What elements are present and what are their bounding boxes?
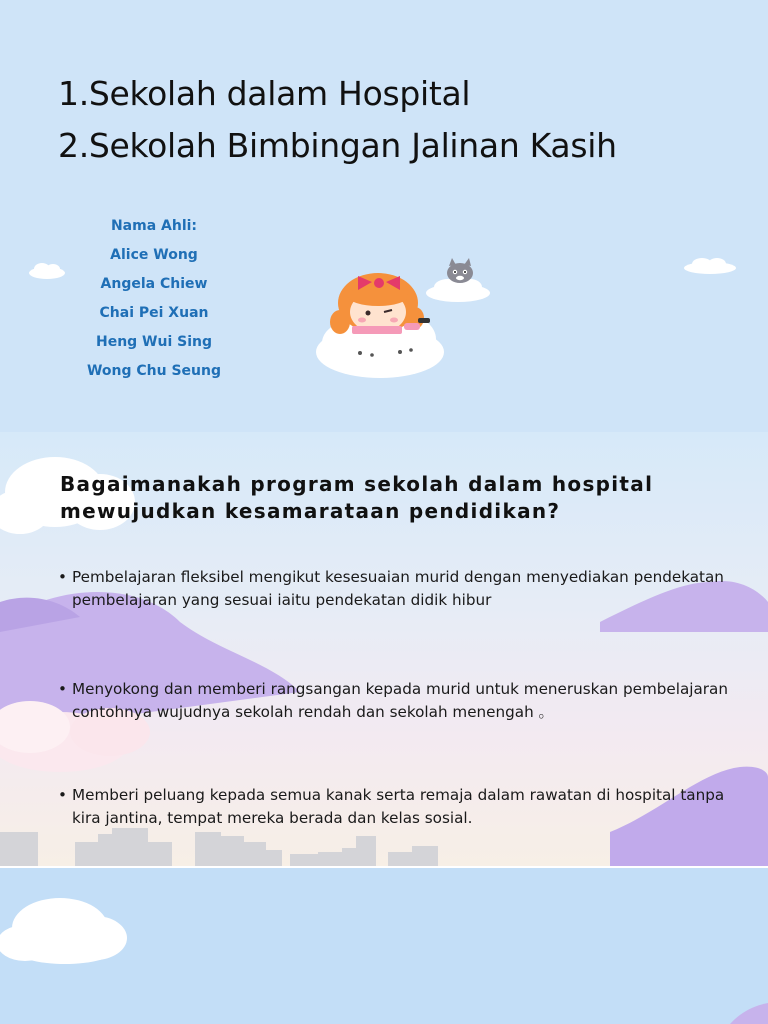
members-heading: Nama Ahli: (110, 218, 198, 234)
slide3-decoration (0, 868, 768, 1024)
bullet-item (58, 566, 738, 612)
member-name: Alice Wong (110, 247, 198, 263)
slide-question (0, 432, 768, 866)
bullet-dot: • (58, 680, 67, 698)
bullet-dot: • (58, 786, 67, 804)
bullet-text: Memberi peluang kepada semua kanak serta remaja dalam rawatan di hospital tanpa kira jantina, tempat mereka berada dan kelas sosial. (72, 786, 725, 827)
bullet-item (58, 678, 738, 724)
cloud-icon (0, 898, 127, 964)
member-name: Wong Chu Seung (86, 363, 222, 379)
city-skyline-icon (0, 828, 438, 866)
cloud-icon (684, 258, 736, 274)
cartoon-girl-on-cloud-icon (316, 273, 444, 378)
member-name: Heng Wui Sing (95, 334, 213, 350)
bullet-item (58, 784, 738, 830)
bullet-text: Menyokong dan memberi rangsangan kepada murid untuk meneruskan pembelajaran contohnya wujudnya sekolah rendah dan sekolah menengah 。 (72, 680, 728, 721)
member-name: Chai Pei Xuan (99, 305, 209, 321)
question-line-2: mewujudkan kesamarataan pendidikan? (60, 499, 561, 523)
mountain-right (730, 1003, 768, 1024)
bullet-text: Pembelajaran fleksibel mengikut kesesuaian murid dengan menyediakan pendekatan pembelajaran yang sesuai iaitu pendekatan didik hibur (72, 568, 724, 609)
cat-on-cloud-icon (426, 258, 490, 302)
member-name: Angela Chiew (100, 276, 208, 292)
question-line-1: Bagaimanakah program sekolah dalam hospital (60, 472, 654, 496)
bullet-dot: • (58, 568, 67, 586)
slide-title-line-1: 1.Sekolah dalam Hospital (58, 74, 471, 113)
slide-title-line-2: 2.Sekolah Bimbingan Jalinan Kasih (58, 126, 617, 165)
slide-title (0, 0, 768, 432)
slide-next-partial (0, 868, 768, 1024)
